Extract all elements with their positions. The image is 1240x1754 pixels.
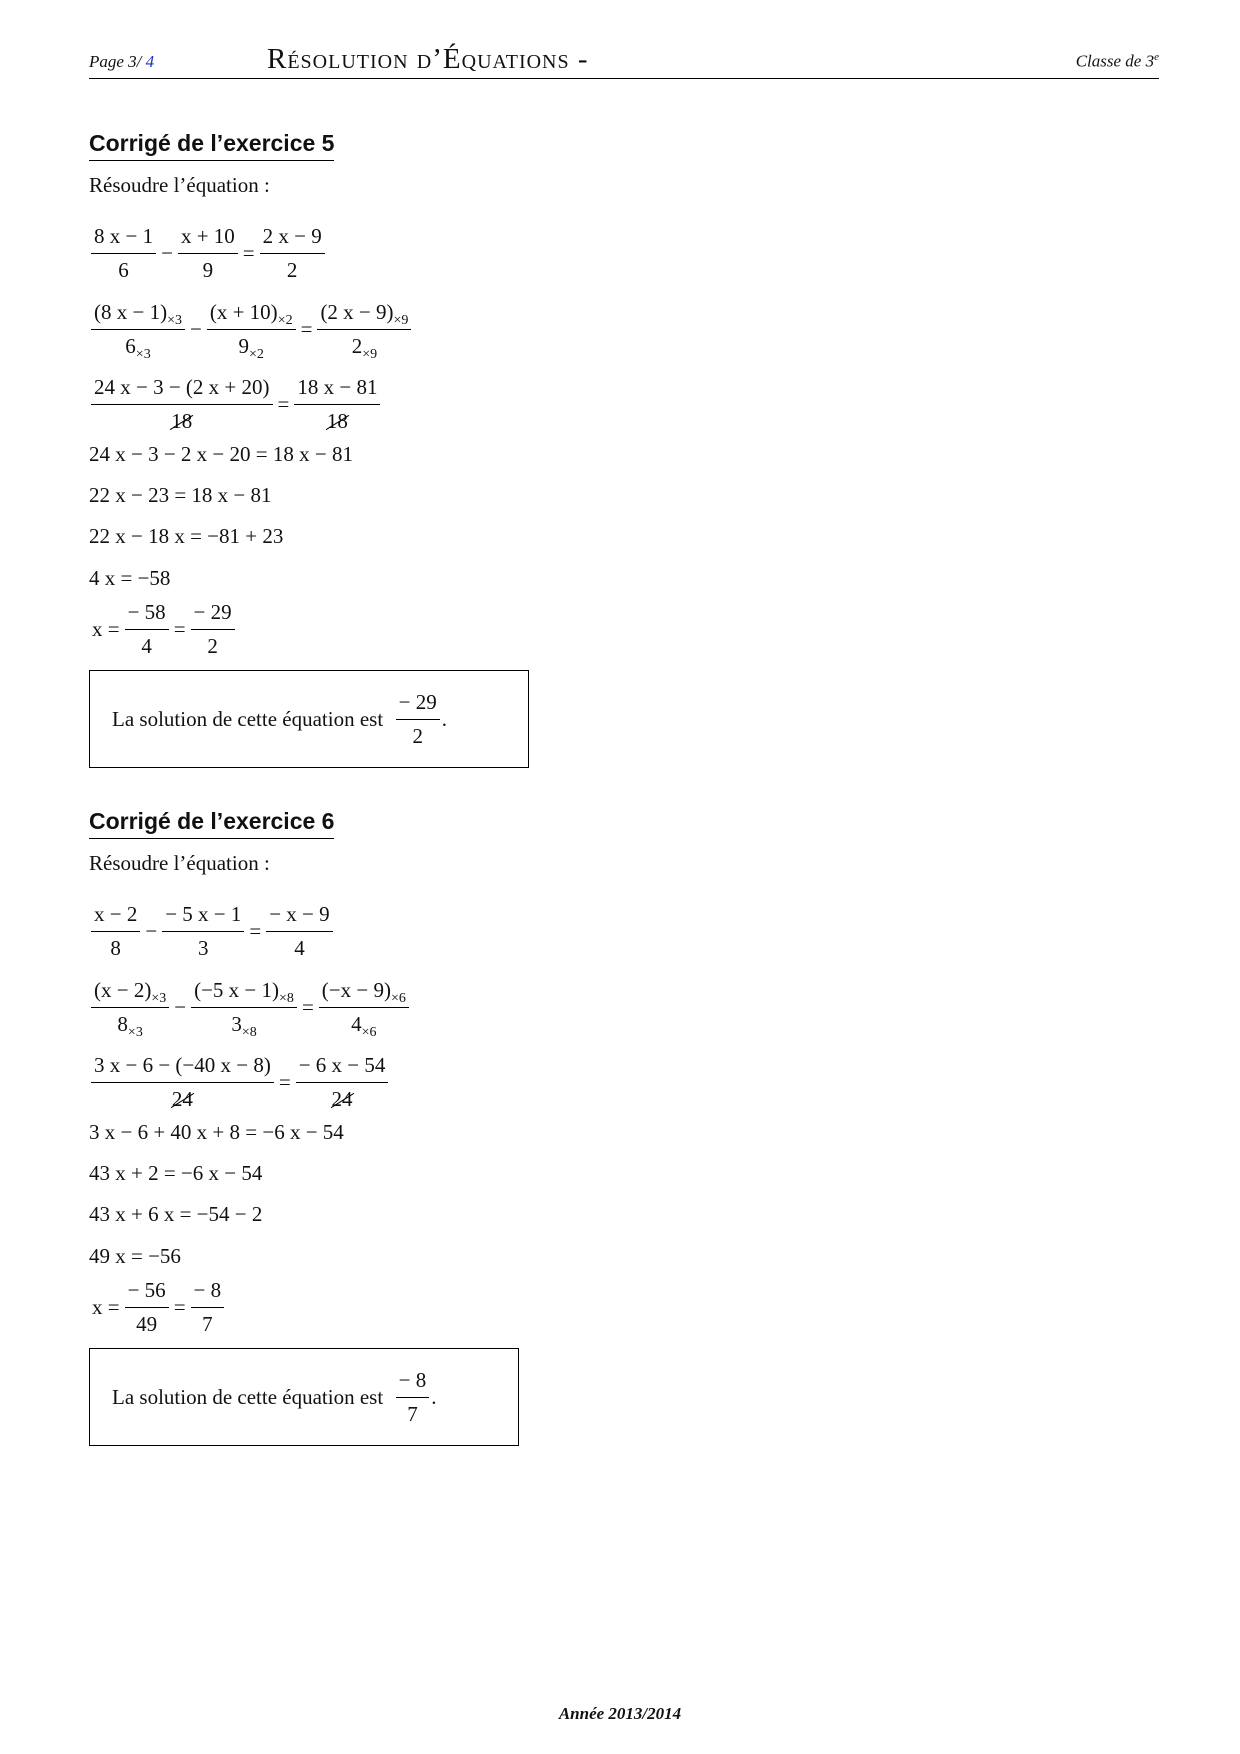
- ex5-equation-line-1: $\frac{8 x - 1}{6}$ − $\frac{x + 10}{9}$ = $\frac{2 x - 9}{2}$: [89, 224, 327, 283]
- ex6-equation-line-4: 3 x − 6 + 40 x + 8 = −6 x − 54: [89, 1120, 344, 1144]
- fraction: $\frac{2 x - 9}{2}$: [260, 224, 325, 283]
- solution-text: La solution de cette équation est: [112, 1384, 384, 1409]
- document-title: [267, 43, 589, 76]
- ex5-equation-line-5: 22 x − 23 = 18 x − 81: [89, 483, 272, 507]
- title-rest-1: ésolution d’: [287, 43, 443, 75]
- title-initial-2: É: [442, 43, 462, 75]
- fraction: $\frac{(-5 x - 1)_{\times 8}}{3_{\times 8}}$: [191, 978, 297, 1037]
- fraction: $\frac{x + 10}{9}$: [178, 224, 238, 283]
- page-footer: Année 2013/2014: [558, 1704, 682, 1723]
- exercise-5-section: [89, 130, 789, 770]
- solution-fraction: $\frac{- 8}{7}$: [396, 1368, 430, 1427]
- ex5-equation-line-6: 22 x − 18 x = −81 + 23: [89, 524, 284, 548]
- ex5-equation-line-3: $\frac{24 x - 3 - (2 x + 20)}{18}$ = $\frac{18 x - 81}{18}$: [89, 375, 382, 434]
- fraction: $\frac{24 x - 3 - (2 x + 20)}{18}$: [91, 375, 273, 434]
- ex6-equation-line-2: $\frac{(x - 2)_{\times 3}}{8_{\times 3}}$ − $\frac{(-5 x - 1)_{\times 8}}{3_{\times 8}}$ = $\frac{(-x - 9)_{\times 6}}{4_{\times 6}}$: [89, 978, 411, 1037]
- page-header: [89, 36, 1159, 79]
- ex6-equation-line-3: $\frac{3 x - 6 - (-40 x - 8)}{24}$ = $\frac{- 6 x - 54}{24}$: [89, 1053, 390, 1112]
- ex6-solution-box: La solution de cette équation est $\frac{- 8}{7}$ .: [89, 1348, 519, 1446]
- exercise-5-title: Corrigé de l’exercice 5: [89, 130, 334, 161]
- fraction: $\frac{- 58}{4}$: [125, 600, 169, 659]
- fraction: $\frac{(x + 10)_{\times 2}}{9_{\times 2}}$: [207, 300, 296, 359]
- exercise-6-section: [89, 808, 789, 1448]
- fraction: $\frac{- 6 x - 54}{24}$: [296, 1053, 389, 1112]
- fraction: $\frac{- 56}{49}$: [125, 1278, 169, 1337]
- class-label-sup: e: [1154, 51, 1159, 64]
- page-prefix: Page 3/: [89, 52, 146, 71]
- title-initial-1: R: [267, 43, 288, 75]
- solution-text: La solution de cette équation est: [112, 706, 384, 731]
- cancelled-denominator: 24: [171, 1087, 193, 1111]
- fraction: $\frac{- 29}{2}$: [191, 600, 235, 659]
- cancelled-denominator: 18: [326, 409, 348, 433]
- title-rest-2: quations -: [461, 43, 589, 75]
- ex6-equation-line-7: 49 x = −56: [89, 1244, 181, 1268]
- solution-fraction: $\frac{- 29}{2}$: [396, 690, 440, 749]
- fraction: $\frac{- 5 x - 1}{3}$: [162, 902, 244, 961]
- exercise-6-title: Corrigé de l’exercice 6: [89, 808, 334, 839]
- fraction: $\frac{18 x - 81}{18}$: [294, 375, 380, 434]
- page-number: [89, 52, 154, 72]
- cancelled-denominator: 24: [331, 1087, 353, 1111]
- class-label: [1076, 51, 1159, 72]
- fraction: $\frac{x - 2}{8}$: [91, 902, 140, 961]
- page-total-link[interactable]: 4: [145, 52, 155, 71]
- fraction: $\frac{8 x - 1}{6}$: [91, 224, 156, 283]
- ex5-solution-box: La solution de cette équation est $\frac{- 29}{2}$ .: [89, 670, 529, 768]
- ex6-equation-line-1: $\frac{x - 2}{8}$ − $\frac{- 5 x - 1}{3}$ = $\frac{- x - 9}{4}$: [89, 902, 335, 961]
- ex6-equation-line-5: 43 x + 2 = −6 x − 54: [89, 1161, 263, 1185]
- exercise-6-prompt: Résoudre l’équation :: [89, 851, 270, 875]
- fraction: $\frac{3 x - 6 - (-40 x - 8)}{24}$: [91, 1053, 274, 1112]
- fraction: $\frac{(8 x - 1)_{\times 3}}{6_{\times 3}}$: [91, 300, 185, 359]
- class-label-text: Classe de 3: [1075, 52, 1155, 71]
- ex6-equation-line-8: x = $\frac{- 56}{49}$ = $\frac{- 8}{7}$: [89, 1278, 226, 1337]
- ex6-equation-line-6: 43 x + 6 x = −54 − 2: [89, 1202, 263, 1226]
- fraction: $\frac{(-x - 9)_{\times 6}}{4_{\times 6}}$: [319, 978, 409, 1037]
- fraction: $\frac{(x - 2)_{\times 3}}{8_{\times 3}}$: [91, 978, 169, 1037]
- fraction: $\frac{(2 x - 9)_{\times 9}}{2_{\times 9}}$: [317, 300, 411, 359]
- exercise-5-prompt: Résoudre l’équation :: [89, 173, 270, 197]
- ex5-equation-line-8: x = $\frac{- 58}{4}$ = $\frac{- 29}{2}$: [89, 600, 237, 659]
- fraction: $\frac{- 8}{7}$: [191, 1278, 225, 1337]
- ex5-equation-line-4: 24 x − 3 − 2 x − 20 = 18 x − 81: [89, 442, 353, 466]
- ex5-equation-line-2: $\frac{(8 x - 1)_{\times 3}}{6_{\times 3}}$ − $\frac{(x + 10)_{\times 2}}{9_{\times 2}}$ = $\frac{(2 x - 9)_{\times 9}}{2_{\times 9}}$: [89, 300, 413, 359]
- fraction: $\frac{- x - 9}{4}$: [266, 902, 332, 961]
- ex5-equation-line-7: 4 x = −58: [89, 566, 171, 590]
- cancelled-denominator: 18: [171, 409, 193, 433]
